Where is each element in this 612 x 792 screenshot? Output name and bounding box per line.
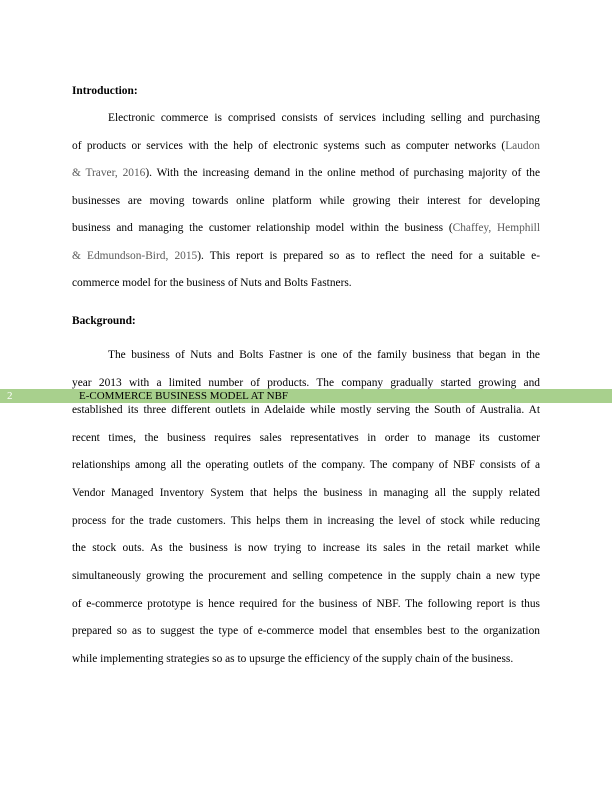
intro-paragraph-line: businesses are moving towards online platform while growing their interest for developing bbox=[72, 195, 540, 207]
background-heading: Background: bbox=[72, 315, 136, 327]
background-paragraph-line: established its three different outlets in Adelaide while mostly serving the South of Australia. At bbox=[72, 404, 540, 416]
citation: Chaffey, Hemphill bbox=[452, 222, 540, 234]
citation: & Traver, 2016 bbox=[72, 167, 146, 179]
intro-paragraph-line: business and managing the customer relationship model within the business (Chaffey, Hemphill bbox=[72, 222, 540, 234]
running-head: E-COMMERCE BUSINESS MODEL AT NBF bbox=[79, 390, 289, 402]
background-paragraph-line: recent times, the business requires sales representatives in order to manage its customer bbox=[72, 432, 540, 444]
background-paragraph-line: simultaneously growing the procurement and selling competence in the supply chain a new type bbox=[72, 570, 540, 582]
background-paragraph-line: prepared so as to suggest the type of e-commerce model that ensembles best to the organization bbox=[72, 625, 540, 637]
citation: & Edmundson-Bird, 2015 bbox=[72, 250, 198, 262]
background-paragraph-line: process for the trade customers. This helps them in increasing the level of stock while reducing bbox=[72, 515, 540, 527]
page-number: 2 bbox=[7, 390, 13, 402]
citation: Laudon bbox=[505, 140, 540, 152]
background-paragraph-line: The business of Nuts and Bolts Fastner is one of the family business that began in the bbox=[108, 349, 540, 361]
intro-paragraph-line: of products or services with the help of electronic systems such as computer networks (Laudon bbox=[72, 140, 540, 152]
introduction-heading: Introduction: bbox=[72, 85, 138, 97]
background-paragraph-line: relationships among all the operating outlets of the company. The company of NBF consists of a bbox=[72, 459, 540, 471]
intro-paragraph-line: Electronic commerce is comprised consists of services including selling and purchasing bbox=[108, 112, 540, 124]
intro-paragraph-line: & Traver, 2016). With the increasing demand in the online method of purchasing majority of the bbox=[72, 167, 540, 179]
intro-paragraph-line: commerce model for the business of Nuts and Bolts Fastners. bbox=[72, 277, 352, 289]
background-paragraph-line: while implementing strategies so as to upsurge the efficiency of the supply chain of the business. bbox=[72, 653, 514, 665]
background-paragraph-line: Vendor Managed Inventory System that helps the business in managing all the supply related bbox=[72, 487, 540, 499]
background-paragraph-line: year 2013 with a limited number of products. The company gradually started growing and bbox=[72, 377, 540, 389]
intro-paragraph-line: & Edmundson-Bird, 2015). This report is prepared so as to reflect the need for a suitable e- bbox=[72, 250, 541, 262]
background-paragraph-line: of e-commerce prototype is hence required for the business of NBF. The following report is thus bbox=[72, 598, 540, 610]
background-paragraph-line: the stock outs. As the business is now trying to increase its sales in the retail market while bbox=[72, 542, 540, 554]
